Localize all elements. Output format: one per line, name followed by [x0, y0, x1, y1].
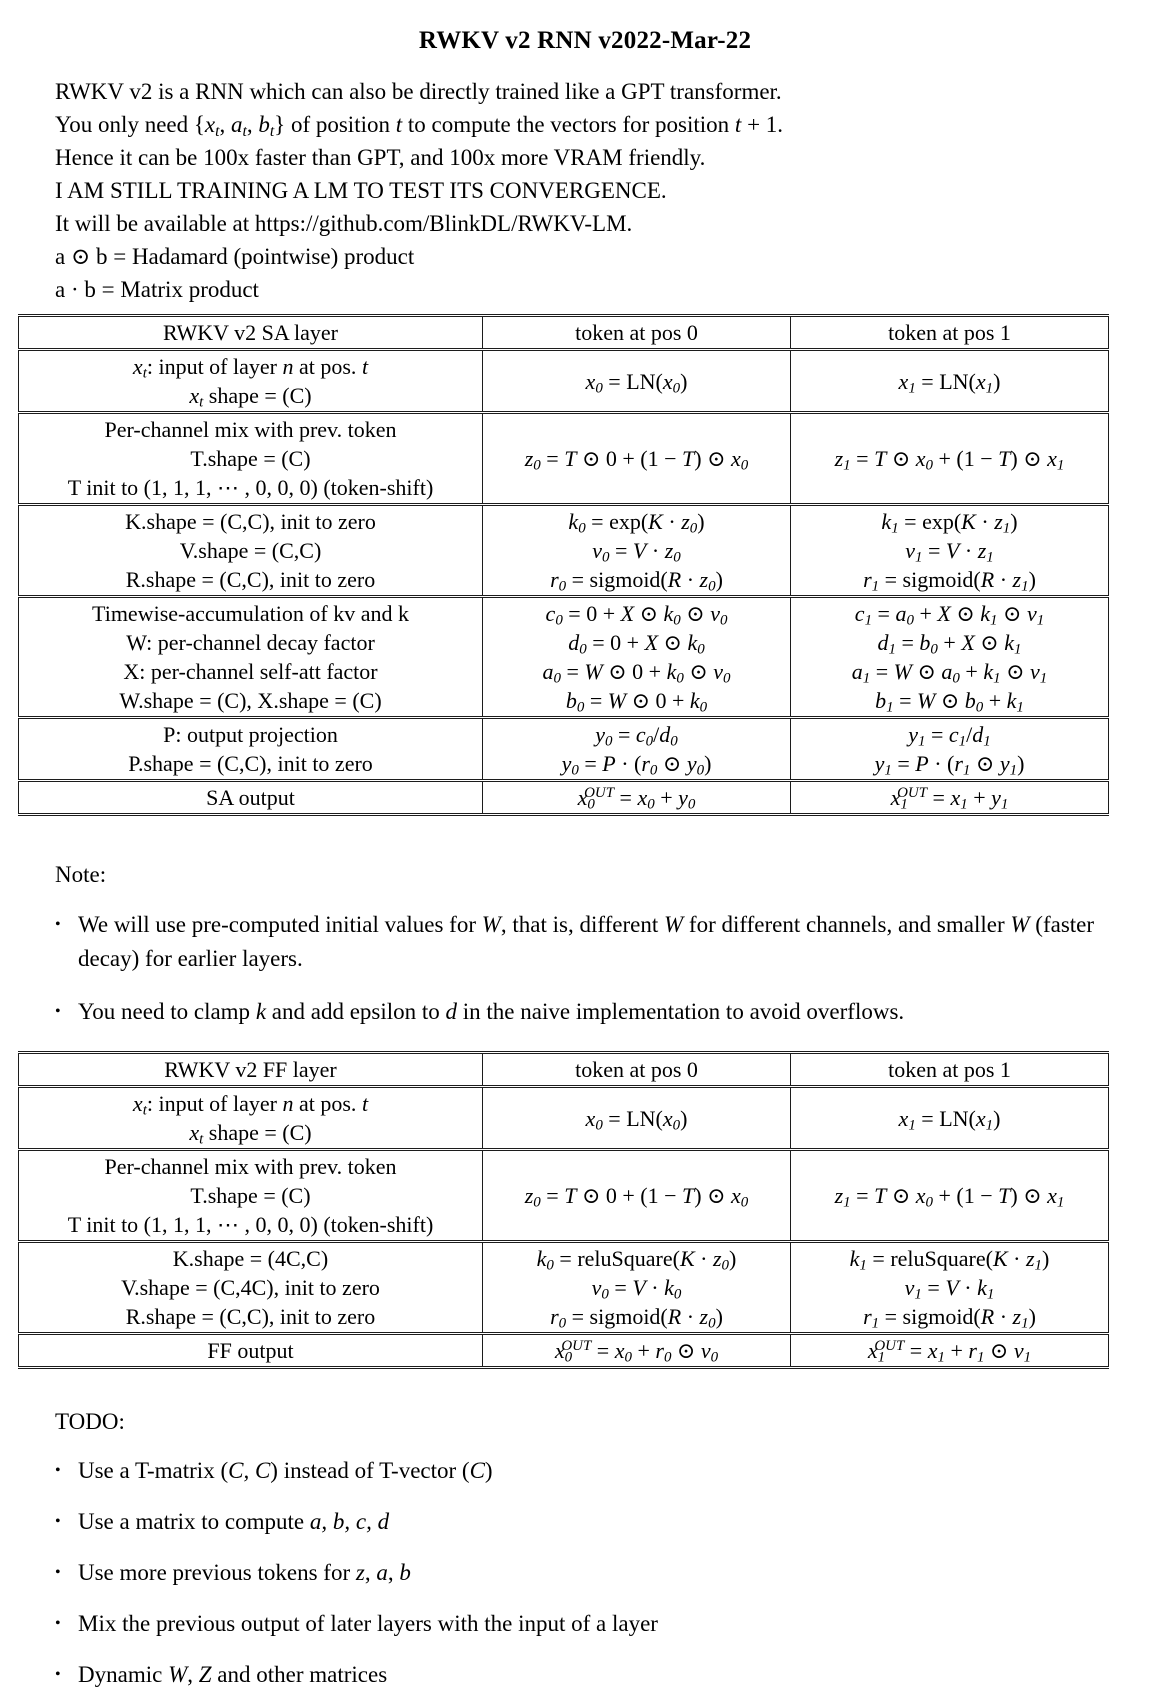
- todo-bullet-text: Use more previous tokens for z, a, b: [78, 1560, 411, 1585]
- label-line: W: per-channel decay factor: [126, 630, 375, 655]
- equation-cell: [483, 597, 791, 718]
- equation-line: $v_1 = V \cdot k_1$: [904, 1275, 995, 1303]
- list-item: [55, 1607, 1150, 1641]
- row-label-cell: [19, 350, 483, 413]
- row-label-cell: [19, 718, 483, 781]
- row-label-cell: [19, 597, 483, 718]
- label-line: T.shape = (C): [190, 446, 311, 471]
- equation-line: $a_1 = W$ ⊙ $a_0 + k_1$ ⊙ $v_1$: [851, 659, 1048, 687]
- intro-line: You only need {$x_t$, $a_t$, $b_t$} of position t to compute the vectors for position t + 1.: [55, 112, 784, 140]
- equation-line: $x_1 = LN(x_1)$: [898, 1105, 1001, 1134]
- equation-line: $d_0 = 0 + X$ ⊙ $k_0$: [568, 630, 705, 658]
- label-line: T.shape = (C): [190, 1183, 311, 1208]
- equation-line: $c_1 = a_0 + X$ ⊙ $k_1$ ⊙ $v_1$: [854, 601, 1045, 629]
- row-label-cell: [19, 413, 483, 505]
- equation-line: $r_0$ = sigmoid(R · $z_0$): [550, 567, 723, 595]
- equation-line: $z_0 = T$ ⊙ 0 + (1 − T) ⊙ $x_0$: [524, 1183, 749, 1211]
- label-line: X: per-channel self-att factor: [123, 659, 378, 684]
- equation-line: $y_0 = P \cdot (r_0$ ⊙ $y_0$): [561, 751, 712, 779]
- column-header: RWKV v2 FF layer: [19, 1053, 483, 1087]
- hadamard-definition-line: a ⊙ b = Hadamard (pointwise) product: [55, 244, 415, 269]
- equation-line: $x_1^{OUT} = x_1 + r_1$ ⊙ $v_1$: [867, 1337, 1032, 1366]
- equation-cell: [483, 1150, 791, 1242]
- label-line: T init to (1, 1, 1, ⋯ , 0, 0, 0) (token-shift): [67, 475, 434, 500]
- equation-line: $y_1 = c_1/d_1$: [908, 722, 991, 750]
- table-row: [19, 413, 1109, 505]
- table-row: [19, 1150, 1109, 1242]
- table-row: [19, 505, 1109, 597]
- repo-url-line: It will be available at https://github.com/BlinkDL/RWKV-LM.: [55, 211, 633, 236]
- equation-line: $x_0^{OUT} = x_0 + y_0$: [577, 784, 696, 813]
- equation-cell: [483, 1242, 791, 1334]
- note-bullet-text: We will use pre-computed initial values for W, that is, different W for different channels, and smaller W (faster decay) for earlier layers.: [78, 912, 1095, 971]
- row-label-cell: [19, 1242, 483, 1334]
- bullet-icon: •: [55, 1615, 61, 1632]
- equation-cell: [791, 597, 1109, 718]
- table-row: [19, 718, 1109, 781]
- equation-cell: [791, 1087, 1109, 1150]
- row-label-cell: [19, 1334, 483, 1368]
- equation-cell: [483, 350, 791, 413]
- table-row: [19, 1087, 1109, 1150]
- equation-cell: [483, 505, 791, 597]
- table-row: [19, 350, 1109, 413]
- equation-line: $z_0 = T$ ⊙ 0 + (1 − T) ⊙ $x_0$: [524, 446, 749, 474]
- equation-line: $z_1 = T$ ⊙ $x_0 + (1 - T)$ ⊙ $x_1$: [834, 1183, 1065, 1211]
- list-item: [55, 1505, 1150, 1539]
- equation-line: $y_1 = P \cdot (r_1$ ⊙ $y_1$): [874, 751, 1025, 779]
- todo-bullet-text: Dynamic W, Z and other matrices: [78, 1662, 388, 1687]
- equation-line: $v_0 = V \cdot z_0$: [592, 538, 681, 566]
- bullet-icon: •: [55, 1513, 61, 1530]
- label-line: $x_t$ shape = (C): [189, 383, 312, 411]
- todo-list: [55, 1454, 1170, 1692]
- ff-layer-table: [18, 1051, 1109, 1369]
- equation-cell: [791, 413, 1109, 505]
- label-line: Timewise-accumulation of kv and k: [92, 601, 409, 626]
- equation-cell: [791, 505, 1109, 597]
- label-line: R.shape = (C,C), init to zero: [125, 1304, 376, 1329]
- equation-cell: [791, 718, 1109, 781]
- todo-bullet-text: Use a matrix to compute a, b, c, d: [78, 1509, 390, 1534]
- equation-line: $b_1 = W$ ⊙ $b_0 + k_1$: [875, 688, 1024, 716]
- equation-line: $k_1 = \exp(K \cdot z_1)$: [881, 509, 1018, 537]
- equation-line: $x_1^{OUT} = x_1 + y_1$: [890, 784, 1009, 813]
- equation-line: $z_1 = T$ ⊙ $x_0 + (1 - T)$ ⊙ $x_1$: [834, 446, 1065, 474]
- equation-line: $r_0$ = sigmoid(R · $z_0$): [550, 1304, 723, 1332]
- column-header: token at pos 0: [483, 316, 791, 350]
- label-line: P: output projection: [163, 722, 338, 747]
- equation-line: $x_0 = LN(x_0)$: [585, 368, 688, 397]
- label-line: K.shape = (C,C), init to zero: [125, 509, 376, 534]
- label-line: $x_t$ shape = (C): [189, 1120, 312, 1148]
- label-line: Per-channel mix with prev. token: [104, 417, 397, 442]
- row-label-cell: [19, 781, 483, 815]
- list-item: [55, 1658, 1150, 1692]
- equation-line: $d_1 = b_0 + X$ ⊙ $k_1$: [877, 630, 1022, 658]
- intro-paragraph: [55, 75, 1145, 306]
- equation-line: $v_1 = V \cdot z_1$: [905, 538, 994, 566]
- todo-heading: TODO:: [55, 1409, 125, 1434]
- equation-cell: [791, 1242, 1109, 1334]
- list-item: [55, 995, 1150, 1029]
- list-item: [55, 1454, 1150, 1488]
- row-label-cell: [19, 505, 483, 597]
- equation-line: $k_1$ = reluSquare(K · $z_1$): [849, 1246, 1050, 1274]
- equation-line: $r_1$ = sigmoid(R · $z_1$): [863, 1304, 1036, 1332]
- equation-cell: [483, 1087, 791, 1150]
- column-header: token at pos 1: [791, 1053, 1109, 1087]
- equation-line: $v_0 = V \cdot k_0$: [591, 1275, 682, 1303]
- bullet-icon: •: [55, 916, 61, 933]
- page-title: RWKV v2 RNN v2022-Mar-22: [418, 27, 752, 54]
- bullet-icon: •: [55, 1462, 61, 1479]
- bullet-icon: •: [55, 1666, 61, 1683]
- equation-cell: [791, 1150, 1109, 1242]
- equation-line: $k_0 = \exp(K \cdot z_0)$: [568, 509, 705, 537]
- todo-bullet-text: Use a T-matrix (C, C) instead of T-vector (C): [78, 1458, 493, 1483]
- label-line: T init to (1, 1, 1, ⋯ , 0, 0, 0) (token-shift): [67, 1212, 434, 1237]
- equation-line: $y_0 = c_0/d_0$: [595, 722, 678, 750]
- table-header-row: [19, 316, 1109, 350]
- list-item: [55, 908, 1150, 976]
- label-line: P.shape = (C,C), init to zero: [128, 751, 373, 776]
- label-line: V.shape = (C,4C), init to zero: [121, 1275, 380, 1300]
- equation-cell: [483, 1334, 791, 1368]
- label-line: $x_t$: input of layer n at pos. t: [132, 354, 369, 382]
- equation-line: $a_0 = W$ ⊙ $0 + k_0$ ⊙ $v_0$: [542, 659, 731, 687]
- row-label-cell: [19, 1087, 483, 1150]
- equation-cell: [483, 413, 791, 505]
- matrix-product-definition-line: a · b = Matrix product: [55, 277, 259, 302]
- label-line: SA output: [206, 785, 295, 810]
- equation-cell: [483, 781, 791, 815]
- list-item: [55, 1556, 1150, 1590]
- equation-line: $x_0^{OUT} = x_0 + r_0$ ⊙ $v_0$: [554, 1337, 719, 1366]
- intro-line: I AM STILL TRAINING A LM TO TEST ITS CONVERGENCE.: [55, 178, 667, 203]
- label-line: Per-channel mix with prev. token: [104, 1154, 397, 1179]
- equation-cell: [483, 718, 791, 781]
- label-line: R.shape = (C,C), init to zero: [125, 567, 376, 592]
- column-header: token at pos 1: [791, 316, 1109, 350]
- note-heading: Note:: [55, 862, 107, 887]
- note-list: [55, 908, 1170, 1029]
- label-line: K.shape = (4C,C): [172, 1246, 329, 1271]
- note-bullet-text: You need to clamp k and add epsilon to d in the naive implementation to avoid overflows.: [78, 999, 905, 1024]
- label-line: FF output: [207, 1338, 294, 1363]
- table-row: [19, 1242, 1109, 1334]
- bullet-icon: •: [55, 1003, 61, 1020]
- sa-layer-table: [18, 314, 1109, 816]
- equation-line: $c_0 = 0 + X$ ⊙ $k_0$ ⊙ $v_0$: [545, 601, 728, 629]
- equation-line: $x_0 = LN(x_0)$: [585, 1105, 688, 1134]
- intro-line: Hence it can be 100x faster than GPT, and 100x more VRAM friendly.: [55, 145, 706, 170]
- table-row: [19, 597, 1109, 718]
- column-header: RWKV v2 SA layer: [19, 316, 483, 350]
- label-line: V.shape = (C,C): [179, 538, 322, 563]
- equation-cell: [791, 1334, 1109, 1368]
- row-label-cell: [19, 1150, 483, 1242]
- label-line: W.shape = (C), X.shape = (C): [119, 688, 382, 713]
- equation-line: $r_1$ = sigmoid(R · $z_1$): [863, 567, 1036, 595]
- equation-line: $x_1 = LN(x_1)$: [898, 368, 1001, 397]
- column-header: token at pos 0: [483, 1053, 791, 1087]
- label-line: $x_t$: input of layer n at pos. t: [132, 1091, 369, 1119]
- equation-line: $b_0 = W$ ⊙ $0 + k_0$: [565, 688, 708, 716]
- equation-cell: [791, 350, 1109, 413]
- equation-cell: [791, 781, 1109, 815]
- table-row: [19, 781, 1109, 815]
- equation-line: $k_0$ = reluSquare(K · $z_0$): [536, 1246, 737, 1274]
- intro-line: RWKV v2 is a RNN which can also be directly trained like a GPT transformer.: [55, 79, 782, 104]
- todo-bullet-text: Mix the previous output of later layers with the input of a layer: [78, 1611, 658, 1636]
- table-header-row: [19, 1053, 1109, 1087]
- bullet-icon: •: [55, 1564, 61, 1581]
- table-row: [19, 1334, 1109, 1368]
